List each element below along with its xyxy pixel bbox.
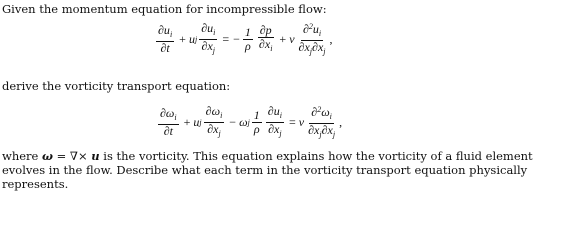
momentum-time-derivative: $\frac{\partial u_i}{\partial t}$	[158, 22, 173, 55]
vorticity-viscous-term: $\frac{\partial^2\omega_i}{\partial x_j\partial x_j}$	[308, 105, 336, 139]
momentum-convective-derivative: $\frac{\partial u_i}{\partial x_j}$	[201, 20, 216, 55]
vorticity-inverse-density: $\frac{1}{\rho}$	[253, 107, 260, 136]
vorticity-symbol: ω	[42, 149, 53, 163]
vorticity-time-derivative: $\frac{\partial\omega_i}{\partial t}$	[160, 105, 177, 138]
vorticity-equation: $\frac{\partial\omega_i}{\partial t}$ + u j $\frac{\partial\omega_i}{\partial x_j}$ − ω j $\frac{1}{\rho}$ $\frac{\partial u_i}{\partial x_j}$ = ν $\frac{\partial^2\omega_i}{\partial x_j\partial x_j}$ ,	[160, 103, 343, 139]
velocity-symbol: u	[91, 149, 100, 163]
momentum-pressure-gradient: $\frac{\partial p}{\partial x_i}$	[258, 22, 273, 53]
momentum-equation: $\frac{\partial u_i}{\partial t}$ + u j $\frac{\partial u_i}{\partial x_j}$ = − $\frac{1}{\rho}$ $\frac{\partial p}{\partial x_i}$ + ν $\frac{\partial^2u_i}{\partial x_j\partial x_j}$ ,	[158, 20, 333, 56]
intro-text: Given the momentum equation for incompressible flow:	[2, 2, 327, 16]
derive-text: derive the vorticity transport equation:	[2, 79, 231, 93]
momentum-viscous-term: $\frac{\partial^2u_i}{\partial x_j\partial x_j}$	[298, 22, 326, 56]
closing-paragraph: where ω = ∇× u is the vorticity. This equation explains how the vorticity of a fluid element evolves in the flow. Describe what each term in the vorticity transport equation physically represents.	[2, 149, 533, 191]
vorticity-velocity-gradient: $\frac{\partial u_i}{\partial x_j}$	[267, 103, 282, 138]
vorticity-convective-derivative: $\frac{\partial\omega_i}{\partial x_j}$	[205, 103, 223, 138]
momentum-inverse-density: $\frac{1}{\rho}$	[244, 24, 251, 53]
